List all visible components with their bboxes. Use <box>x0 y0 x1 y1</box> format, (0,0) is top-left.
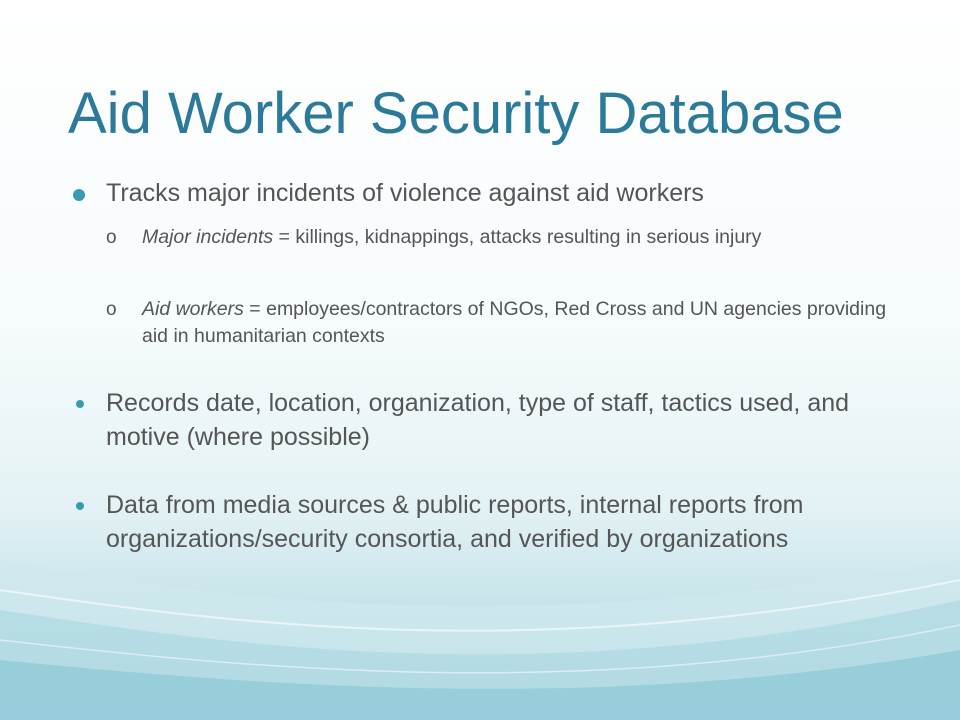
sub-bullet-marker-icon: o <box>106 299 117 320</box>
bullet-item <box>106 386 896 454</box>
slide-title: Aid Worker Security Database <box>68 81 844 146</box>
bullet-item <box>106 176 896 210</box>
sub-bullet-term: Aid workers <box>142 298 244 320</box>
bullet-text: Records date, location, organization, type of staff, tactics used, and motive (where possible) <box>106 389 850 451</box>
sub-bullet-marker-icon: o <box>106 227 117 248</box>
sub-bullet-text: = employees/contractors of NGOs, Red Cross and UN agencies providing aid in humanitarian contexts <box>142 298 887 347</box>
sub-bullet-item <box>106 296 897 350</box>
bullet-dot-icon <box>76 400 84 408</box>
sub-bullet-text: = killings, kidnappings, attacks resulting in serious injury <box>273 226 762 248</box>
bullet-dot-icon <box>73 189 85 201</box>
sub-bullet-item <box>106 224 897 251</box>
bullet-item <box>106 488 896 556</box>
bullet-text: Data from media sources & public reports, internal reports from organizations/security consortia, and verified by organizations <box>106 491 804 553</box>
bullet-text: Tracks major incidents of violence against aid workers <box>106 179 704 207</box>
sub-bullet-term: Major incidents <box>142 226 274 248</box>
bullet-dot-icon <box>76 502 84 510</box>
